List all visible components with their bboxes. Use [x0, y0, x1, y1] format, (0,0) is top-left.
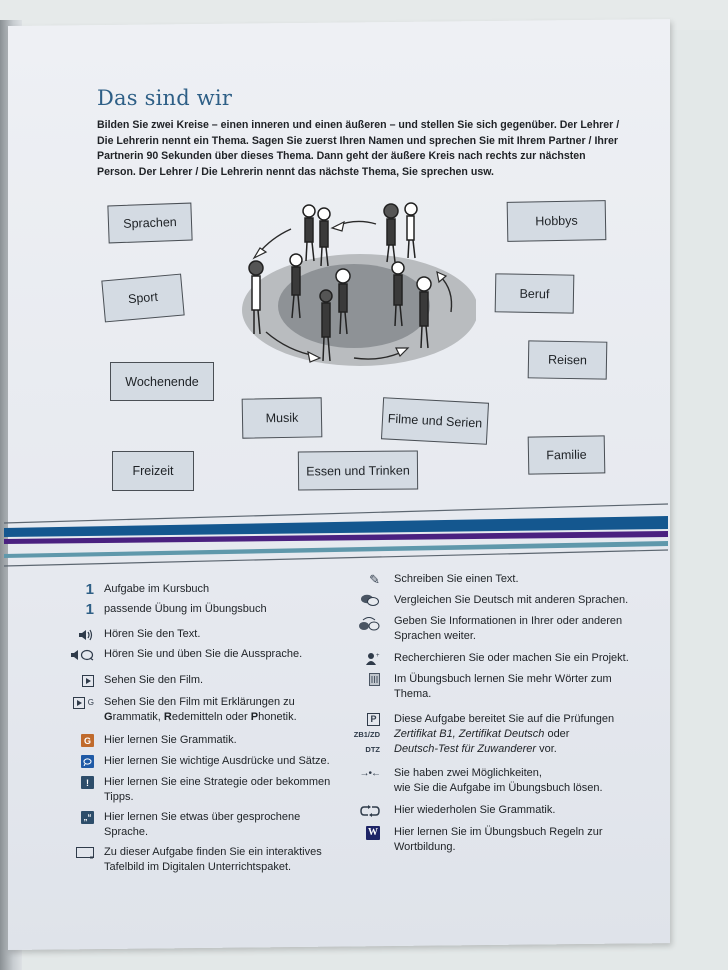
instructions-text: Bilden Sie zwei Kreise – einen inneren und einen äußeren – und stellen Sie sich gegenüber. Der Lehrer / Die Lehrerin nennt ein Thema. Sagen Sie zuerst Ihren Namen und sprechen Sie mit Ihrem Partner / Ihrer Partnerin 90 Sekunden über dieses Thema. Dann geht der äußere Kreis nach rechts zur nächsten Person. Der Lehrer / Die Lehrerin nennt das nächste Thema, Sie sprechen usw.: [97, 119, 620, 178]
vocabulary-icon: [350, 672, 380, 687]
topic-card-essen-und-trinken: Essen und Trinken: [298, 450, 418, 490]
legend-item-mediation: Geben Sie Informationen in Ihrer oder anderen Sprachen weiter.: [350, 614, 622, 644]
exam-icon-group: P ZB1/ZD DTZ: [342, 712, 380, 757]
legend-item-uebungsbuch: 1 passende Übung im Übungsbuch: [60, 602, 267, 617]
legend-item-projekt: + Recherchieren Sie oder machen Sie ein Projekt.: [350, 651, 629, 666]
speaker-speech-icon: [52, 647, 94, 662]
legend-item-grammatik: G Hier lernen Sie Grammatik.: [60, 733, 237, 748]
circles-illustration: [236, 196, 476, 371]
svg-text:+: +: [376, 653, 380, 659]
legend-item-strategie: ! Hier lernen Sie eine Strategie oder bekommen Tipps.: [60, 775, 330, 805]
legend-item-woerter: Im Übungsbuch lernen Sie mehr Wörter zum Thema.: [350, 672, 612, 702]
page-title: Das sind wir: [97, 86, 233, 110]
figure: [384, 204, 398, 262]
legend-item-tafelbild: Zu dieser Aufgabe finden Sie ein interaktives Tafelbild im Digitalen Unterrichtspaket.: [60, 845, 322, 875]
legend-item-wiederholen: Hier wiederholen Sie Grammatik.: [350, 803, 555, 818]
legend-item-aussprache: Hören Sie und üben Sie die Aussprache.: [60, 647, 302, 662]
legend-item-film-erklaerungen: G Sehen Sie den Film mit Erklärungen zu Grammatik, Redemitteln oder Phonetik.: [60, 695, 297, 725]
legend-item-ausdruecke: Hier lernen Sie wichtige Ausdrücke und Sätze.: [60, 754, 330, 769]
compare-languages-icon: [350, 593, 380, 608]
topic-card-beruf: Beruf: [495, 273, 575, 313]
spoken-language-icon: „“: [60, 810, 94, 825]
topic-card-reisen: Reisen: [528, 340, 608, 379]
topic-card-hobbys: Hobbys: [507, 200, 607, 242]
number-one-icon: 1: [85, 601, 94, 618]
topic-card-sport: Sport: [101, 274, 184, 323]
legend-item-hoeren: Hören Sie den Text.: [60, 627, 200, 642]
figure: [303, 205, 315, 261]
strategy-icon: !: [60, 775, 94, 790]
number-one-icon: 1: [85, 581, 94, 598]
expression-icon: [60, 754, 94, 769]
repeat-grammar-icon: [350, 803, 380, 818]
legend-item-film: Sehen Sie den Film.: [60, 673, 203, 688]
two-options-icon: →•←: [359, 768, 380, 779]
legend-item-schreiben: ✎ Schreiben Sie einen Text.: [350, 572, 519, 587]
word-formation-icon: W: [368, 827, 378, 838]
topic-card-freizeit: Freizeit: [112, 451, 194, 491]
speaker-icon: [60, 627, 94, 642]
legend-item-zwei-moeglichkeiten: →•← Sie haben zwei Möglichkeiten, wie Sie die Aufgabe im Übungsbuch lösen.: [350, 766, 603, 796]
figure: [405, 203, 417, 258]
decorative-stripes: [0, 500, 668, 570]
legend-left: [60, 580, 350, 880]
mediation-icon: [344, 614, 380, 632]
topic-card-sprachen: Sprachen: [107, 203, 192, 244]
project-icon: [350, 651, 380, 666]
topic-card-filme-und-serien: Filme und Serien: [381, 397, 489, 444]
play-g-icon: G: [60, 695, 94, 710]
exam-icon: P: [342, 712, 380, 727]
legend-item-wortbildung: W Hier lernen Sie im Übungsbuch Regeln zur Wortbildung.: [350, 825, 603, 855]
pencil-icon: ✎: [369, 571, 380, 587]
topic-card-familie: Familie: [528, 435, 606, 474]
legend-item-gesprochene-sprache: „“ Hier lernen Sie etwas über gesprochene Sprache.: [60, 810, 300, 840]
legend-right: [350, 572, 650, 862]
topic-card-musik: Musik: [242, 397, 323, 438]
play-icon: [60, 673, 94, 688]
legend-item-kursbuch: 1 Aufgabe im Kursbuch: [60, 582, 209, 597]
legend-text-line2: Grammatik, Redemitteln oder Phonetik.: [104, 711, 297, 723]
legend-item-pruefung: P ZB1/ZD DTZ Diese Aufgabe bereitet Sie auf die Prüfungen Zertifikat B1, Zertifikat Deutsch oder Deutsch-Test für Zuwanderer vor.: [350, 712, 614, 757]
topic-card-wochenende: Wochenende: [110, 362, 214, 401]
legend-item-vergleichen: Vergleichen Sie Deutsch mit anderen Sprachen.: [350, 593, 628, 608]
whiteboard-icon: [60, 845, 94, 860]
grammar-icon: G: [60, 733, 94, 748]
